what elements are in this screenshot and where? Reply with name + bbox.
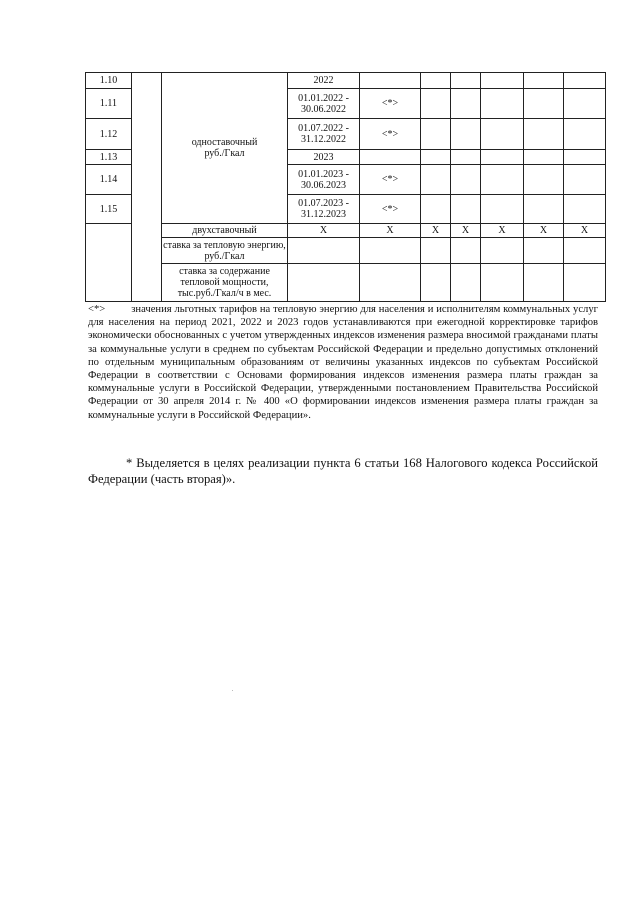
tariff-note	[88, 303, 598, 422]
x-cell: X	[360, 224, 421, 238]
empty-cell	[564, 195, 606, 224]
period-cell: 01.07.2023 - 31.12.2023	[288, 195, 360, 224]
empty-cell	[564, 150, 606, 165]
empty-cell	[481, 238, 524, 264]
empty-cell	[451, 150, 481, 165]
empty-cell	[481, 119, 524, 150]
row-number-blank	[86, 224, 132, 302]
tariff-table	[85, 72, 606, 302]
row-number: 1.10	[86, 73, 132, 89]
empty-cell	[451, 89, 481, 119]
period-cell: 2022	[288, 73, 360, 89]
value-cell	[360, 73, 421, 89]
period-cell: 01.01.2022 - 30.06.2022	[288, 89, 360, 119]
empty-cell	[451, 165, 481, 195]
x-cell: X	[451, 224, 481, 238]
note-text: значения льготных тарифов на тепловую энергию для населения и исполнителям коммунальных услуг для населения на период 2021, 2022 и 2023 годов устанавливаются при ежегодной корректировке тарифов экономически обоснованных с учетом утвержденных индексов изменения размера вносимой гражданами платы за коммунальные услуги в среднем по субъектам Российской Федерации и предельно допустимых отклонений по отдельным муниципальным образованиям от величины указанных индексов по субъектам Российской Федерации в соответствии с Основами формирования индексов изменения размера платы граждан за коммунальные услуги в Российской Федерации, утвержденными постановлением Правительства Российской Федерации от 30 апреля 2014 г. № 400 «О формировании индексов изменения размера платы граждан за коммунальные услуги в Российской Федерации».	[88, 304, 598, 421]
row-number: 1.13	[86, 150, 132, 165]
category-unit: руб./Гкал	[204, 148, 245, 159]
empty-cell	[421, 238, 451, 264]
empty-cell	[451, 119, 481, 150]
x-cell: X	[481, 224, 524, 238]
x-cell: X	[421, 224, 451, 238]
period-cell: 2023	[288, 150, 360, 165]
value-cell: <*>	[360, 165, 421, 195]
value-cell	[360, 150, 421, 165]
empty-cell	[421, 150, 451, 165]
blank-column-cell	[132, 73, 162, 302]
empty-cell	[481, 264, 524, 302]
empty-cell	[288, 238, 360, 264]
empty-cell	[524, 165, 564, 195]
empty-cell	[481, 89, 524, 119]
empty-cell	[421, 89, 451, 119]
empty-cell	[564, 89, 606, 119]
x-cell: X	[524, 224, 564, 238]
empty-cell	[481, 165, 524, 195]
row-number: 1.11	[86, 89, 132, 119]
row-number: 1.14	[86, 165, 132, 195]
x-cell: X	[564, 224, 606, 238]
single-rate-category	[162, 73, 288, 224]
empty-cell	[421, 119, 451, 150]
empty-cell	[451, 195, 481, 224]
empty-cell	[524, 150, 564, 165]
value-cell: <*>	[360, 89, 421, 119]
empty-cell	[524, 195, 564, 224]
table-row	[86, 224, 606, 238]
row-number: 1.12	[86, 119, 132, 150]
table-row	[86, 238, 606, 264]
period-cell: 01.01.2023 - 30.06.2023	[288, 165, 360, 195]
category-label: одноставочный	[191, 137, 258, 148]
empty-cell	[524, 238, 564, 264]
x-cell: X	[288, 224, 360, 238]
two-part-label: двухставочный	[162, 224, 288, 238]
empty-cell	[524, 119, 564, 150]
empty-cell	[524, 89, 564, 119]
scan-speck	[232, 690, 233, 691]
empty-cell	[524, 73, 564, 89]
empty-cell	[451, 238, 481, 264]
empty-cell	[421, 264, 451, 302]
empty-cell	[451, 264, 481, 302]
note-mark: <*>	[88, 304, 106, 315]
empty-cell	[564, 119, 606, 150]
period-cell: 01.07.2022 - 31.12.2022	[288, 119, 360, 150]
empty-cell	[481, 195, 524, 224]
empty-cell	[421, 195, 451, 224]
empty-cell	[421, 165, 451, 195]
empty-cell	[481, 150, 524, 165]
value-cell: <*>	[360, 195, 421, 224]
empty-cell	[564, 165, 606, 195]
capacity-rate-label: ставка за содержание тепловой мощности, тыс.руб./Гкал/ч в мес.	[162, 264, 288, 302]
energy-rate-label: ставка за тепловую энергию, руб./Гкал	[163, 239, 286, 262]
empty-cell	[360, 264, 421, 302]
empty-cell	[564, 238, 606, 264]
footnote: * Выделяется в целях реализации пункта 6 статьи 168 Налогового кодекса Российской Федерации (часть вторая)».	[88, 456, 598, 486]
empty-cell	[481, 73, 524, 89]
empty-cell	[451, 73, 481, 89]
table-row	[86, 73, 606, 89]
empty-cell	[524, 264, 564, 302]
value-cell: <*>	[360, 119, 421, 150]
empty-cell	[421, 73, 451, 89]
table-row	[86, 264, 606, 302]
empty-cell	[564, 73, 606, 89]
empty-cell	[564, 264, 606, 302]
row-number: 1.15	[86, 195, 132, 224]
empty-cell	[360, 238, 421, 264]
empty-cell	[288, 264, 360, 302]
